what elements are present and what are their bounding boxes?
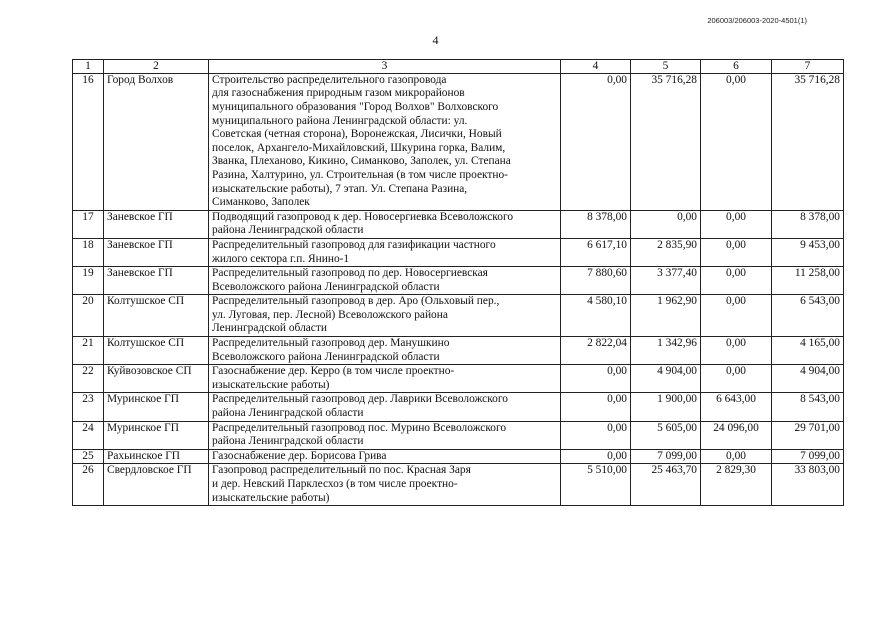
row-number: 22 bbox=[73, 365, 104, 393]
value-col-6: 24 096,00 bbox=[701, 421, 772, 449]
project-description: Распределительный газопровод пос. Мурино Всеволожского района Ленинградской области bbox=[209, 421, 561, 449]
value-col-4: 7 880,60 bbox=[561, 267, 631, 295]
value-col-7: 7 099,00 bbox=[772, 449, 844, 464]
value-col-4: 5 510,00 bbox=[561, 464, 631, 506]
value-col-7: 6 543,00 bbox=[772, 295, 844, 337]
value-col-5: 25 463,70 bbox=[631, 464, 701, 506]
project-description: Распределительный газопровод в дер. Аро (Ольховый пер., ул. Луговая, пер. Лесной) Всеволожского района Ленинградской области bbox=[209, 295, 561, 337]
project-description: Распределительный газопровод для газификации частного жилого сектора г.п. Янино-1 bbox=[209, 238, 561, 266]
organization-name: Куйвозовское СП bbox=[104, 365, 209, 393]
project-description: Газоснабжение дер. Борисова Грива bbox=[209, 449, 561, 464]
value-col-5: 1 962,90 bbox=[631, 295, 701, 337]
value-col-4: 8 378,00 bbox=[561, 210, 631, 238]
value-col-7: 33 803,00 bbox=[772, 464, 844, 506]
organization-name: Рахьинское ГП bbox=[104, 449, 209, 464]
value-col-6: 2 829,30 bbox=[701, 464, 772, 506]
table-row bbox=[73, 464, 844, 506]
column-header: 4 bbox=[561, 60, 631, 74]
table-row bbox=[73, 421, 844, 449]
value-col-7: 29 701,00 bbox=[772, 421, 844, 449]
table-row bbox=[73, 365, 844, 393]
project-description: Подводящий газопровод к дер. Новосергиевка Всеволожского района Ленинградской области bbox=[209, 210, 561, 238]
value-col-6: 0,00 bbox=[701, 449, 772, 464]
table-row bbox=[73, 295, 844, 337]
value-col-5: 35 716,28 bbox=[631, 73, 701, 210]
value-col-5: 1 900,00 bbox=[631, 393, 701, 421]
row-number: 23 bbox=[73, 393, 104, 421]
column-header: 3 bbox=[209, 60, 561, 74]
table-row bbox=[73, 449, 844, 464]
document-id: 206003/206003-2020-4501(1) bbox=[707, 16, 807, 25]
row-number: 19 bbox=[73, 267, 104, 295]
value-col-5: 4 904,00 bbox=[631, 365, 701, 393]
organization-name: Колтушское СП bbox=[104, 337, 209, 365]
value-col-6: 0,00 bbox=[701, 365, 772, 393]
row-number: 20 bbox=[73, 295, 104, 337]
organization-name: Заневское ГП bbox=[104, 210, 209, 238]
row-number: 16 bbox=[73, 73, 104, 210]
organization-name: Муринское ГП bbox=[104, 393, 209, 421]
organization-name: Муринское ГП bbox=[104, 421, 209, 449]
project-description: Газоснабжение дер. Керро (в том числе проектно- изыскательские работы) bbox=[209, 365, 561, 393]
row-number: 18 bbox=[73, 238, 104, 266]
table-row bbox=[73, 337, 844, 365]
value-col-4: 0,00 bbox=[561, 421, 631, 449]
value-col-5: 0,00 bbox=[631, 210, 701, 238]
value-col-5: 3 377,40 bbox=[631, 267, 701, 295]
value-col-4: 6 617,10 bbox=[561, 238, 631, 266]
value-col-4: 0,00 bbox=[561, 393, 631, 421]
value-col-7: 8 378,00 bbox=[772, 210, 844, 238]
row-number: 21 bbox=[73, 337, 104, 365]
value-col-6: 0,00 bbox=[701, 210, 772, 238]
table-row bbox=[73, 73, 844, 210]
value-col-4: 0,00 bbox=[561, 365, 631, 393]
table-row bbox=[73, 393, 844, 421]
column-header: 2 bbox=[104, 60, 209, 74]
project-description: Распределительный газопровод дер. Манушкино Всеволожского района Ленинградской области bbox=[209, 337, 561, 365]
organization-name: Колтушское СП bbox=[104, 295, 209, 337]
column-header: 6 bbox=[701, 60, 772, 74]
value-col-6: 0,00 bbox=[701, 337, 772, 365]
budget-table bbox=[72, 59, 844, 506]
value-col-5: 7 099,00 bbox=[631, 449, 701, 464]
organization-name: Заневское ГП bbox=[104, 238, 209, 266]
value-col-5: 5 605,00 bbox=[631, 421, 701, 449]
project-description: Распределительный газопровод по дер. Новосергиевская Всеволожского района Ленинградской области bbox=[209, 267, 561, 295]
column-header: 1 bbox=[73, 60, 104, 74]
value-col-7: 4 904,00 bbox=[772, 365, 844, 393]
value-col-6: 0,00 bbox=[701, 238, 772, 266]
project-description: Строительство распределительного газопровода для газоснабжения природным газом микрорайонов муниципального образования "Город Волхов" Волховского муниципального района Ленинградской области: ул. Советская (четная сторона), Воронежская, Лисички, Новый поселок, Архангело-Михайловский, Шкурина горка, Валим, Званка, Плеханово, Кикино, Симанково, Заполек, ул. Степана Разина, Халтурино, ул. Строительная (в том числе проектно- изыскательские работы), 7 этап. Ул. Степана Разина, Симанково, Заполек bbox=[209, 73, 561, 210]
value-col-4: 0,00 bbox=[561, 449, 631, 464]
value-col-6: 0,00 bbox=[701, 267, 772, 295]
table-row bbox=[73, 210, 844, 238]
project-description: Газопровод распределительный по пос. Красная Заря и дер. Невский Парклесхоз (в том числе проектно- изыскательские работы) bbox=[209, 464, 561, 506]
row-number: 17 bbox=[73, 210, 104, 238]
value-col-7: 11 258,00 bbox=[772, 267, 844, 295]
value-col-7: 35 716,28 bbox=[772, 73, 844, 210]
table-row bbox=[73, 267, 844, 295]
row-number: 26 bbox=[73, 464, 104, 506]
organization-name: Город Волхов bbox=[104, 73, 209, 210]
organization-name: Заневское ГП bbox=[104, 267, 209, 295]
row-number: 25 bbox=[73, 449, 104, 464]
table-row bbox=[73, 238, 844, 266]
value-col-7: 4 165,00 bbox=[772, 337, 844, 365]
value-col-5: 2 835,90 bbox=[631, 238, 701, 266]
project-description: Распределительный газопровод дер. Лаврики Всеволожского района Ленинградской области bbox=[209, 393, 561, 421]
value-col-5: 1 342,96 bbox=[631, 337, 701, 365]
organization-name: Свердловское ГП bbox=[104, 464, 209, 506]
page-number: 4 bbox=[432, 33, 439, 47]
value-col-4: 0,00 bbox=[561, 73, 631, 210]
column-header: 7 bbox=[772, 60, 844, 74]
row-number: 24 bbox=[73, 421, 104, 449]
value-col-6: 0,00 bbox=[701, 295, 772, 337]
column-header: 5 bbox=[631, 60, 701, 74]
value-col-4: 4 580,10 bbox=[561, 295, 631, 337]
value-col-7: 8 543,00 bbox=[772, 393, 844, 421]
value-col-6: 0,00 bbox=[701, 73, 772, 210]
value-col-6: 6 643,00 bbox=[701, 393, 772, 421]
value-col-7: 9 453,00 bbox=[772, 238, 844, 266]
column-number-row bbox=[73, 60, 844, 74]
value-col-4: 2 822,04 bbox=[561, 337, 631, 365]
